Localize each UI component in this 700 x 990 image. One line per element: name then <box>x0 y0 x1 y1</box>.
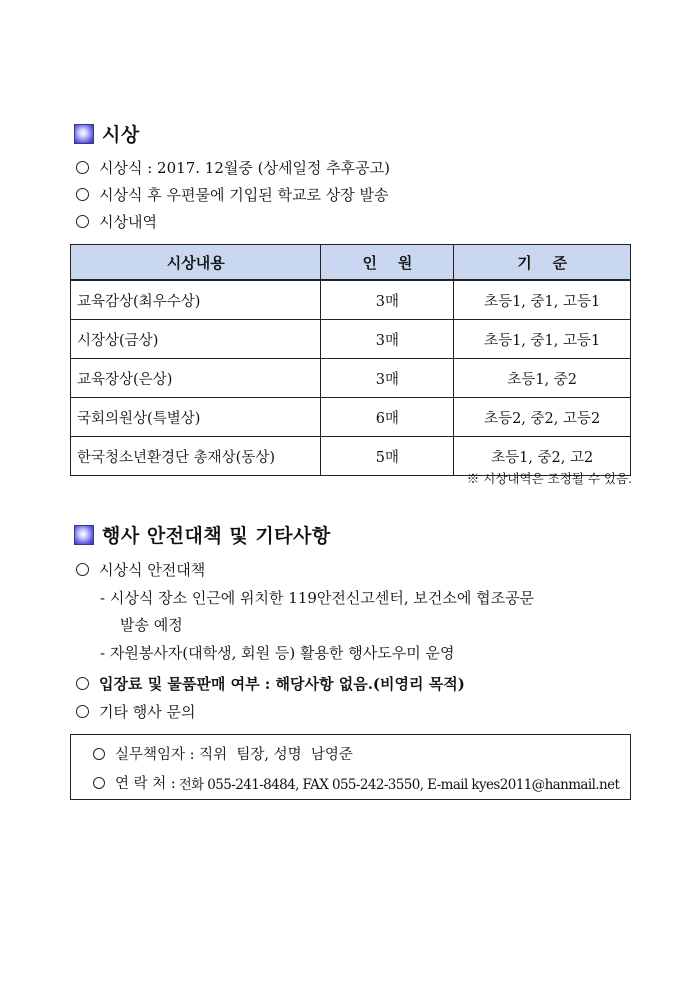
circle-bullet-icon <box>76 188 89 201</box>
table-cell: 초등1, 중2 <box>454 359 631 398</box>
table-cell: 6매 <box>321 398 454 437</box>
column-header: 인 원 <box>321 245 454 281</box>
list-item <box>76 211 157 232</box>
section-heading-safety <box>74 521 331 548</box>
table-cell: 한국청소년환경단 총재상(동상) <box>71 437 321 476</box>
table-cell: 국회의원상(특별상) <box>71 398 321 437</box>
table-row <box>71 359 631 398</box>
table-cell: 초등2, 중2, 고등2 <box>454 398 631 437</box>
square-bullet-icon <box>74 124 94 144</box>
table-row <box>71 280 631 320</box>
table-cell: 초등1, 중1, 고등1 <box>454 280 631 320</box>
circle-bullet-icon <box>93 777 105 789</box>
contact-details <box>93 772 619 793</box>
list-item <box>76 559 205 580</box>
list-item <box>76 673 465 694</box>
contact-label: 연 락 처 : <box>115 776 176 792</box>
table-header-row <box>71 245 631 281</box>
table-cell: 시장상(금상) <box>71 320 321 359</box>
dash-item: - 시상식 장소 인근에 위치한 119안전신고센터, 보건소에 협조공문 <box>100 589 535 607</box>
circle-bullet-icon <box>93 748 105 760</box>
table-cell: 5매 <box>321 437 454 476</box>
table-cell: 3매 <box>321 359 454 398</box>
table-cell: 초등1, 중1, 고등1 <box>454 320 631 359</box>
contact-manager <box>93 743 353 764</box>
contact-info: 전화 055-241-8484, FAX 055-242-3550, E-mail kyes2011@hanmail.net <box>178 776 620 793</box>
table-cell: 3매 <box>321 320 454 359</box>
section-title: 행사 안전대책 및 기타사항 <box>102 525 331 547</box>
manager-text: 실무책임자 : 직위 팀장, 성명 남영준 <box>115 747 353 763</box>
circle-bullet-icon <box>76 161 89 174</box>
column-header: 시상내용 <box>71 245 321 281</box>
section-heading-awards <box>74 120 140 147</box>
list-item <box>76 701 195 722</box>
table-cell: 교육감상(최우수상) <box>71 280 321 320</box>
section-title: 시상 <box>102 124 140 146</box>
table-cell: 3매 <box>321 280 454 320</box>
column-header: 기 준 <box>454 245 631 281</box>
circle-bullet-icon <box>76 677 89 690</box>
dash-item: - 자원봉사자(대학생, 회원 등) 활용한 행사도우미 운영 <box>100 644 455 662</box>
list-item <box>76 157 390 178</box>
bullet-text: 시상식 : 2017. 12월중 (상세일정 추후공고) <box>99 159 390 177</box>
table-row <box>71 320 631 359</box>
contact-box <box>70 734 631 800</box>
bullet-text: 기타 행사 문의 <box>99 703 196 721</box>
table-cell: 초등1, 중2, 고2 <box>454 437 631 476</box>
table-row <box>71 398 631 437</box>
awards-table <box>70 244 631 476</box>
circle-bullet-icon <box>76 563 89 576</box>
list-item <box>76 184 388 205</box>
bullet-text: 입장료 및 물품판매 여부 : 해당사항 없음.(비영리 목적) <box>99 675 465 693</box>
bullet-text: 시상식 후 우편물에 기입된 학교로 상장 발송 <box>99 186 389 204</box>
table-cell: 교육장상(은상) <box>71 359 321 398</box>
circle-bullet-icon <box>76 215 89 228</box>
bullet-text: 시상식 안전대책 <box>99 561 206 579</box>
dash-item-continuation: 발송 예정 <box>120 616 183 634</box>
circle-bullet-icon <box>76 705 89 718</box>
table-note: ※ 시상내역은 조정될 수 있음. <box>466 471 632 486</box>
bullet-text: 시상내역 <box>99 213 157 231</box>
square-bullet-icon <box>74 525 94 545</box>
